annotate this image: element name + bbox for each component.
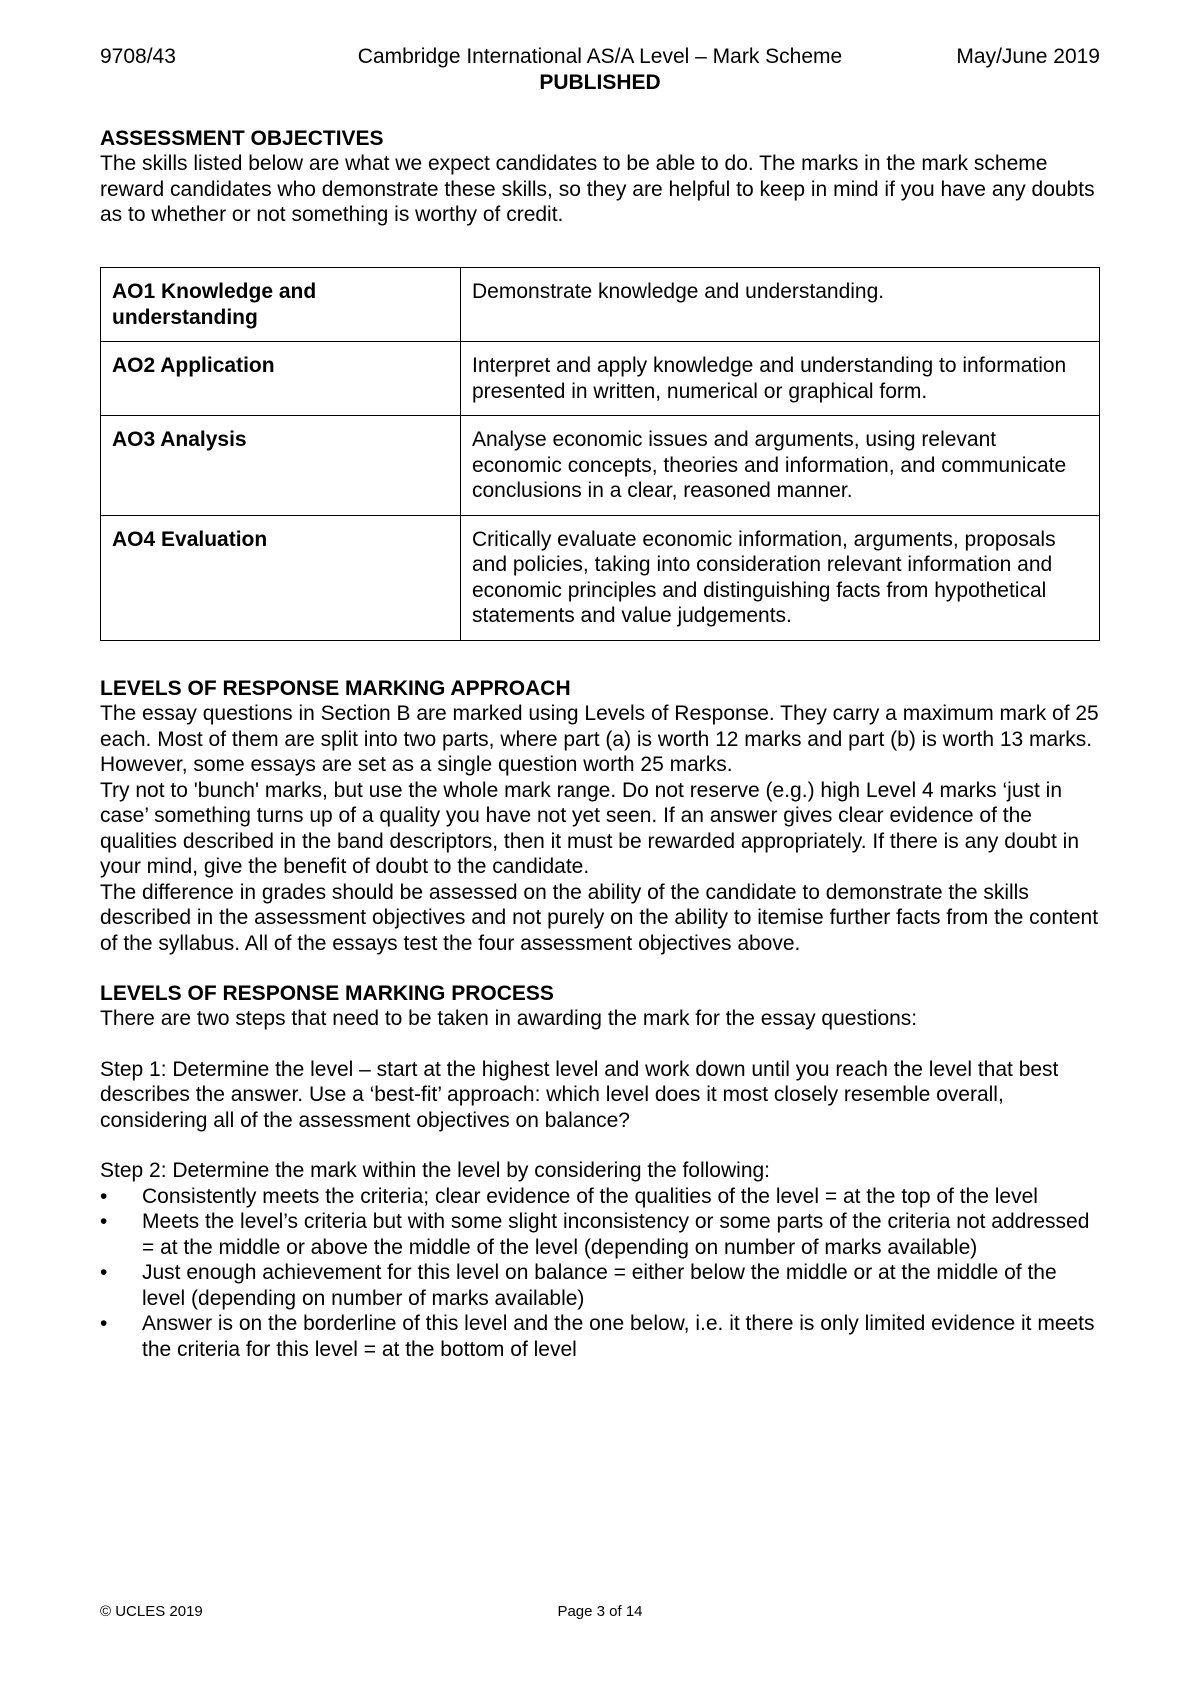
published-label: PUBLISHED	[539, 71, 661, 94]
description-cell: Interpret and apply knowledge and understanding to information presented in written, numerical or graphical form.	[461, 342, 1100, 416]
assessment-objectives-section	[100, 126, 1100, 228]
description-cell: Analyse economic issues and arguments, using relevant economic concepts, theories and information, and communicate conclusions in a clear, reasoned manner.	[461, 416, 1100, 516]
list-item-text: Answer is on the borderline of this level and the one below, i.e. it there is only limited evidence it meets the criteria for this level = at the bottom of level	[142, 1312, 1095, 1361]
marking-approach-paragraph: Try not to 'bunch' marks, but use the whole mark range. Do not reserve (e.g.) high Level 4 marks ‘just in case’ something turns up of a quality you have not yet seen. If an answer gives clear evidence of the qualities described in the band descriptors, then it must be rewarded appropriately. If there is any doubt in your mind, give the benefit of doubt to the candidate.	[100, 778, 1080, 878]
table-row	[101, 416, 1100, 516]
table-row	[101, 268, 1100, 342]
table-row	[101, 342, 1100, 416]
list-item	[100, 1260, 1100, 1311]
marking-process-section	[100, 981, 1100, 1362]
assessment-objectives-intro: The skills listed below are what we expect candidates to be able to do. The marks in the mark scheme reward candidates who demonstrate these skills, so they are helpful to keep in mind if you have any doubts as to whether or not something is worthy of credit.	[100, 152, 1095, 226]
document-title: Cambridge International AS/A Level – Mark Scheme	[357, 45, 843, 68]
step-2-text: Step 2: Determine the mark within the level by considering the following:	[100, 1159, 771, 1182]
criteria-list	[100, 1184, 1100, 1363]
marking-process-intro: There are two steps that need to be taken in awarding the mark for the essay questions:	[100, 1007, 918, 1030]
objective-cell: AO3 Analysis	[101, 416, 461, 516]
list-item	[100, 1209, 1100, 1260]
syllabus-code: 9708/43	[100, 45, 176, 68]
page-number: Page 3 of 14	[557, 1603, 643, 1620]
description-cell: Critically evaluate economic information, arguments, proposals and policies, taking into consideration relevant information and economic principles and distinguishing facts from hypothetical statements and value judgements.	[461, 515, 1100, 640]
marking-process-heading: LEVELS OF RESPONSE MARKING PROCESS	[100, 982, 554, 1005]
table-row	[101, 515, 1100, 640]
objective-cell: AO2 Application	[101, 342, 461, 416]
assessment-objectives-table	[100, 267, 1100, 641]
marking-approach-paragraph: The difference in grades should be assessed on the ability of the candidate to demonstrate the skills described in the assessment objectives and not purely on the ability to itemise further facts from the content of the syllabus. All of the essays test the four assessment objectives above.	[100, 880, 1099, 955]
marking-approach-section	[100, 676, 1100, 956]
list-item-text: Just enough achievement for this level on balance = either below the middle or at the middle of the level (depending on number of marks available)	[142, 1261, 1057, 1310]
description-cell: Demonstrate knowledge and understanding.	[461, 268, 1100, 342]
marking-approach-heading: LEVELS OF RESPONSE MARKING APPROACH	[100, 677, 571, 700]
objective-cell: AO1 Knowledge and understanding	[101, 268, 461, 342]
exam-session: May/June 2019	[956, 45, 1100, 68]
bullet-icon: •	[100, 1184, 108, 1208]
bullet-icon: •	[100, 1210, 108, 1233]
assessment-objectives-heading: ASSESSMENT OBJECTIVES	[100, 127, 384, 150]
marking-approach-paragraph: The essay questions in Section B are marked using Levels of Response. They carry a maximum mark of 25 each. Most of them are split into two parts, where part (a) is worth 12 marks and part (b) is worth 13 marks. However, some essays are set as a single question worth 25 marks.	[100, 702, 1099, 776]
objective-cell: AO4 Evaluation	[101, 515, 461, 640]
copyright-text: © UCLES 2019	[100, 1603, 203, 1620]
list-item	[100, 1184, 1100, 1210]
bullet-icon: •	[100, 1261, 108, 1284]
list-item	[100, 1311, 1100, 1362]
list-item-text: Meets the level’s criteria but with some slight inconsistency or some parts of the criteria not addressed = at the middle or above the middle of the level (depending on number of marks available)	[142, 1210, 1090, 1259]
list-item-text: Consistently meets the criteria; clear evidence of the qualities of the level = at the top of the level	[142, 1184, 1038, 1208]
bullet-icon: •	[100, 1312, 108, 1335]
step-1-text: Step 1: Determine the level – start at the highest level and work down until you reach the level that best describes the answer. Use a ‘best-fit’ approach: which level does it most closely resemble overall, considering all of the assessment objectives on balance?	[100, 1057, 1059, 1132]
